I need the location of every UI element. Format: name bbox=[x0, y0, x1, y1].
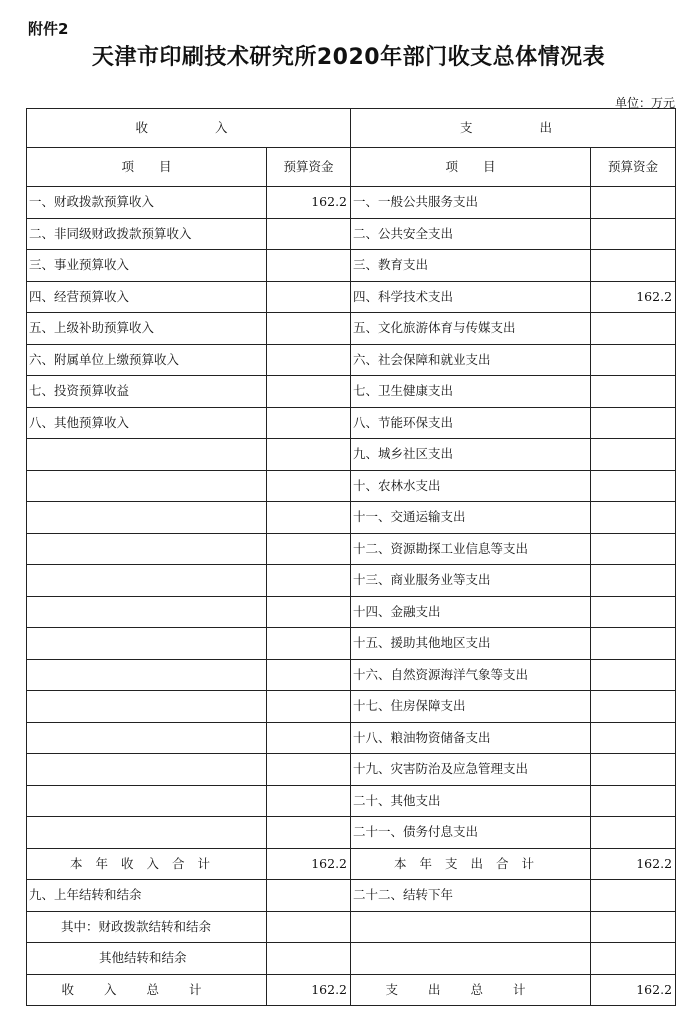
income-item bbox=[27, 470, 267, 502]
table-row bbox=[27, 533, 676, 565]
income-value bbox=[267, 376, 351, 408]
income-total-value: 162.2 bbox=[267, 974, 351, 1006]
expense-subtotal-value: 162.2 bbox=[591, 848, 676, 880]
income-item: 一、财政拨款预算收入 bbox=[27, 187, 267, 219]
expense-item: 二十一、债务付息支出 bbox=[351, 817, 591, 849]
expense-item: 五、文化旅游体育与传媒支出 bbox=[351, 313, 591, 345]
table-row bbox=[27, 785, 676, 817]
table-row bbox=[27, 502, 676, 534]
table-row bbox=[27, 754, 676, 786]
table-row bbox=[27, 376, 676, 408]
income-total-label: 收入总计 bbox=[27, 974, 267, 1006]
carry-expense-item: 二十二、结转下年 bbox=[351, 880, 591, 912]
expense-item: 三、教育支出 bbox=[351, 250, 591, 282]
budget-table bbox=[26, 108, 676, 1006]
income-item: 二、非同级财政拨款预算收入 bbox=[27, 218, 267, 250]
expense-item: 十八、粮油物资储备支出 bbox=[351, 722, 591, 754]
income-value bbox=[267, 344, 351, 376]
carry-income-value bbox=[267, 943, 351, 975]
carry-income-value bbox=[267, 911, 351, 943]
income-item: 五、上级补助预算收入 bbox=[27, 313, 267, 345]
table-row bbox=[27, 344, 676, 376]
expense-value bbox=[591, 691, 676, 723]
expense-value bbox=[591, 376, 676, 408]
expense-value bbox=[591, 533, 676, 565]
expense-value bbox=[591, 187, 676, 219]
expense-item: 八、节能环保支出 bbox=[351, 407, 591, 439]
expense-value bbox=[591, 785, 676, 817]
expense-item: 一、一般公共服务支出 bbox=[351, 187, 591, 219]
table-row bbox=[27, 281, 676, 313]
income-item bbox=[27, 565, 267, 597]
income-item bbox=[27, 754, 267, 786]
income-value bbox=[267, 628, 351, 660]
expense-value bbox=[591, 628, 676, 660]
expense-value bbox=[591, 722, 676, 754]
table-row bbox=[27, 439, 676, 471]
income-value bbox=[267, 659, 351, 691]
income-item: 六、附属单位上缴预算收入 bbox=[27, 344, 267, 376]
income-item bbox=[27, 785, 267, 817]
table-row bbox=[27, 722, 676, 754]
expense-item: 七、卫生健康支出 bbox=[351, 376, 591, 408]
income-item bbox=[27, 817, 267, 849]
income-value bbox=[267, 691, 351, 723]
income-value bbox=[267, 596, 351, 628]
income-item: 四、经营预算收入 bbox=[27, 281, 267, 313]
carry-income-item: 其中：财政拨款结转和结余 bbox=[27, 911, 267, 943]
expense-value bbox=[591, 817, 676, 849]
income-subtotal-value: 162.2 bbox=[267, 848, 351, 880]
income-value bbox=[267, 533, 351, 565]
expense-item: 十六、自然资源海洋气象等支出 bbox=[351, 659, 591, 691]
income-item bbox=[27, 502, 267, 534]
income-item bbox=[27, 533, 267, 565]
expense-value bbox=[591, 250, 676, 282]
carry-row bbox=[27, 911, 676, 943]
income-item bbox=[27, 596, 267, 628]
table-row bbox=[27, 565, 676, 597]
income-value bbox=[267, 407, 351, 439]
table-row bbox=[27, 659, 676, 691]
table-row bbox=[27, 250, 676, 282]
expense-value bbox=[591, 470, 676, 502]
income-value bbox=[267, 722, 351, 754]
expense-value bbox=[591, 659, 676, 691]
table-row bbox=[27, 187, 676, 219]
table-row bbox=[27, 407, 676, 439]
carry-expense-value bbox=[591, 943, 676, 975]
income-item: 八、其他预算收入 bbox=[27, 407, 267, 439]
income-value bbox=[267, 313, 351, 345]
grand-total-row bbox=[27, 974, 676, 1006]
expense-item: 十一、交通运输支出 bbox=[351, 502, 591, 534]
expense-budget-col-header: 预算资金 bbox=[591, 148, 676, 187]
income-item bbox=[27, 628, 267, 660]
expense-item: 九、城乡社区支出 bbox=[351, 439, 591, 471]
income-header: 收 入 bbox=[27, 109, 351, 148]
expense-item: 十五、援助其他地区支出 bbox=[351, 628, 591, 660]
expense-total-label: 支出总计 bbox=[351, 974, 591, 1006]
carry-expense-item bbox=[351, 911, 591, 943]
expense-value bbox=[591, 439, 676, 471]
income-value bbox=[267, 470, 351, 502]
income-value bbox=[267, 281, 351, 313]
income-item bbox=[27, 439, 267, 471]
income-value: 162.2 bbox=[267, 187, 351, 219]
page-title: 天津市印刷技术研究所2020年部门收支总体情况表 bbox=[91, 45, 606, 70]
expense-value bbox=[591, 596, 676, 628]
expense-item: 十二、资源勘探工业信息等支出 bbox=[351, 533, 591, 565]
carry-income-value bbox=[267, 880, 351, 912]
table-row bbox=[27, 817, 676, 849]
carry-expense-value bbox=[591, 880, 676, 912]
expense-item: 十七、住房保障支出 bbox=[351, 691, 591, 723]
income-value bbox=[267, 502, 351, 534]
subtotal-row bbox=[27, 848, 676, 880]
table-row bbox=[27, 596, 676, 628]
expense-value bbox=[591, 344, 676, 376]
table-row bbox=[27, 691, 676, 723]
expense-value bbox=[591, 407, 676, 439]
expense-item: 二、公共安全支出 bbox=[351, 218, 591, 250]
carry-expense-value bbox=[591, 911, 676, 943]
expense-value bbox=[591, 218, 676, 250]
income-value bbox=[267, 439, 351, 471]
expense-header: 支 出 bbox=[351, 109, 676, 148]
unit-label: 单位：万元 bbox=[614, 96, 675, 110]
carry-income-item: 其他结转和结余 bbox=[27, 943, 267, 975]
expense-item: 四、科学技术支出 bbox=[351, 281, 591, 313]
income-value bbox=[267, 785, 351, 817]
carry-row bbox=[27, 943, 676, 975]
table-row bbox=[27, 313, 676, 345]
income-value bbox=[267, 754, 351, 786]
table-row bbox=[27, 218, 676, 250]
expense-item: 十三、商业服务业等支出 bbox=[351, 565, 591, 597]
expense-item: 十四、金融支出 bbox=[351, 596, 591, 628]
income-item bbox=[27, 691, 267, 723]
expense-total-value: 162.2 bbox=[591, 974, 676, 1006]
income-item: 七、投资预算收益 bbox=[27, 376, 267, 408]
income-item-col-header: 项 目 bbox=[27, 148, 267, 187]
income-value bbox=[267, 218, 351, 250]
expense-subtotal-label: 本年支出合计 bbox=[351, 848, 591, 880]
income-item bbox=[27, 722, 267, 754]
income-value bbox=[267, 250, 351, 282]
expense-item: 十、农林水支出 bbox=[351, 470, 591, 502]
income-value bbox=[267, 817, 351, 849]
expense-value bbox=[591, 754, 676, 786]
expense-value bbox=[591, 502, 676, 534]
carry-income-item: 九、上年结转和结余 bbox=[27, 880, 267, 912]
income-item bbox=[27, 659, 267, 691]
expense-item: 二十、其他支出 bbox=[351, 785, 591, 817]
carry-row bbox=[27, 880, 676, 912]
expense-item: 十九、灾害防治及应急管理支出 bbox=[351, 754, 591, 786]
expense-item: 六、社会保障和就业支出 bbox=[351, 344, 591, 376]
table-row bbox=[27, 628, 676, 660]
expense-value bbox=[591, 565, 676, 597]
expense-value bbox=[591, 313, 676, 345]
income-budget-col-header: 预算资金 bbox=[267, 148, 351, 187]
expense-item-col-header: 项 目 bbox=[351, 148, 591, 187]
income-value bbox=[267, 565, 351, 597]
expense-value: 162.2 bbox=[591, 281, 676, 313]
carry-expense-item bbox=[351, 943, 591, 975]
table-row bbox=[27, 470, 676, 502]
attachment-label: 附件2 bbox=[28, 20, 69, 38]
income-item: 三、事业预算收入 bbox=[27, 250, 267, 282]
income-subtotal-label: 本年收入合计 bbox=[27, 848, 267, 880]
